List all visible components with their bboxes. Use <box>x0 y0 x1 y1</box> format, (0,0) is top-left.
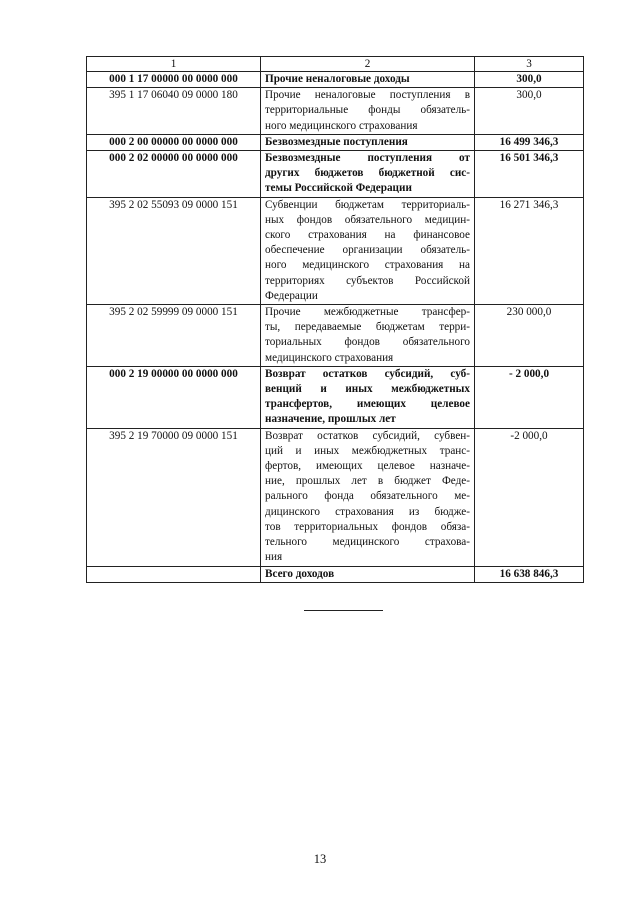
table-row <box>87 428 584 566</box>
revenue-name-line: территориях субъектов Российской <box>265 274 470 287</box>
table-row <box>87 305 584 367</box>
revenue-name-line: Возврат остатков субсидий, суб- <box>265 367 470 380</box>
revenue-name-line: Прочие неналоговые поступления в <box>265 89 470 102</box>
revenue-name-line: темы Российской Федерации <box>265 182 412 195</box>
table-row <box>87 197 584 304</box>
revenue-name-cell <box>261 428 475 566</box>
revenue-name-line: Субвенции бюджетам территориаль- <box>265 198 470 211</box>
budget-code-cell <box>87 566 261 582</box>
revenue-name-line: Федерации <box>265 289 318 302</box>
revenue-name-cell <box>261 366 475 428</box>
revenue-name-line: ты, передаваемые бюджетам терри- <box>265 321 470 334</box>
table-row <box>87 72 584 88</box>
table-row <box>87 566 584 582</box>
revenue-name-line: тов территориальных фондов обяза- <box>265 520 470 533</box>
revenue-name-line: ния <box>265 551 283 564</box>
revenue-name-line: территориальные фонды обязатель- <box>265 104 470 117</box>
revenue-name-cell <box>261 151 475 198</box>
revenue-name-line: Возврат остатков субсидий, субвен- <box>265 429 470 442</box>
table-header-row <box>87 57 584 72</box>
revenue-name-cell <box>261 134 475 150</box>
revenue-name-line: Безвозмездные поступления <box>265 135 408 148</box>
amount-cell: 16 638 846,3 <box>475 566 584 582</box>
revenue-name-line: обеспечение организации обязатель- <box>265 244 470 257</box>
revenue-name-line: венций и иных межбюджетных <box>265 383 470 396</box>
revenue-name-line: рального фонда обязательного ме- <box>265 490 470 503</box>
revenue-name-line: медицинского страхования <box>265 351 394 364</box>
budget-code-cell: 395 2 02 55093 09 0000 151 <box>87 197 261 304</box>
revenue-name-cell <box>261 88 475 135</box>
budget-code-cell: 000 1 17 00000 00 0000 000 <box>87 72 261 88</box>
budget-code-cell: 000 2 02 00000 00 0000 000 <box>87 151 261 198</box>
amount-cell: 16 501 346,3 <box>475 151 584 198</box>
revenue-name-line: других бюджетов бюджетной сис- <box>265 167 470 180</box>
revenue-name-line: ных фондов обязательного медицин- <box>265 213 470 226</box>
revenue-name-line: тельного медицинского страхова- <box>265 536 470 549</box>
page-number: 13 <box>313 852 327 866</box>
revenue-name-line: ций и иных межбюджетных транс- <box>265 444 470 457</box>
revenue-name-line: трансфертов, имеющих целевое <box>265 398 470 411</box>
budget-code-cell: 395 2 02 59999 09 0000 151 <box>87 305 261 367</box>
revenue-name-cell <box>261 305 475 367</box>
revenue-name-line: ного медицинского страхования <box>265 119 418 132</box>
budget-code-cell: 000 2 00 00000 00 0000 000 <box>87 134 261 150</box>
budget-code-cell: 395 2 19 70000 09 0000 151 <box>87 428 261 566</box>
table-row <box>87 134 584 150</box>
revenue-table <box>86 56 584 583</box>
revenue-name-line: ного медицинского страхования на <box>265 259 470 272</box>
revenue-name-cell <box>261 197 475 304</box>
amount-cell: 300,0 <box>475 72 584 88</box>
amount-cell: 16 499 346,3 <box>475 134 584 150</box>
budget-code-cell: 395 1 17 06040 09 0000 180 <box>87 88 261 135</box>
revenue-name-line: ние, прошлых лет в бюджет Феде- <box>265 475 470 488</box>
revenue-name-cell <box>261 72 475 88</box>
amount-cell: 16 271 346,3 <box>475 197 584 304</box>
revenue-name-cell <box>261 566 475 582</box>
revenue-name-line: Всего доходов <box>265 567 335 580</box>
table-row <box>87 88 584 135</box>
amount-cell: - 2 000,0 <box>475 366 584 428</box>
table-row <box>87 366 584 428</box>
budget-code-cell: 000 2 19 00000 00 0000 000 <box>87 366 261 428</box>
table-row <box>87 151 584 198</box>
revenue-name-line: фертов, имеющих целевое назначе- <box>265 460 470 473</box>
revenue-name-line: ториальных фондов обязательного <box>265 336 470 349</box>
amount-cell: -2 000,0 <box>475 428 584 566</box>
header-cell-1: 1 <box>87 57 261 72</box>
header-cell-3: 3 <box>475 57 584 72</box>
revenue-name-line: Прочие межбюджетные трансфер- <box>265 306 470 319</box>
revenue-name-line: Прочие неналоговые доходы <box>265 73 410 85</box>
revenue-name-line: назначение, прошлых лет <box>265 413 396 426</box>
revenue-name-line: Безвозмездные поступления от <box>265 152 470 165</box>
amount-cell: 230 000,0 <box>475 305 584 367</box>
amount-cell: 300,0 <box>475 88 584 135</box>
table-body <box>87 72 584 583</box>
separator-line <box>304 610 383 611</box>
revenue-name-line: ского страхования на финансовое <box>265 229 470 242</box>
header-cell-2: 2 <box>261 57 475 72</box>
revenue-name-line: дицинского страхования из бюдже- <box>265 505 470 518</box>
